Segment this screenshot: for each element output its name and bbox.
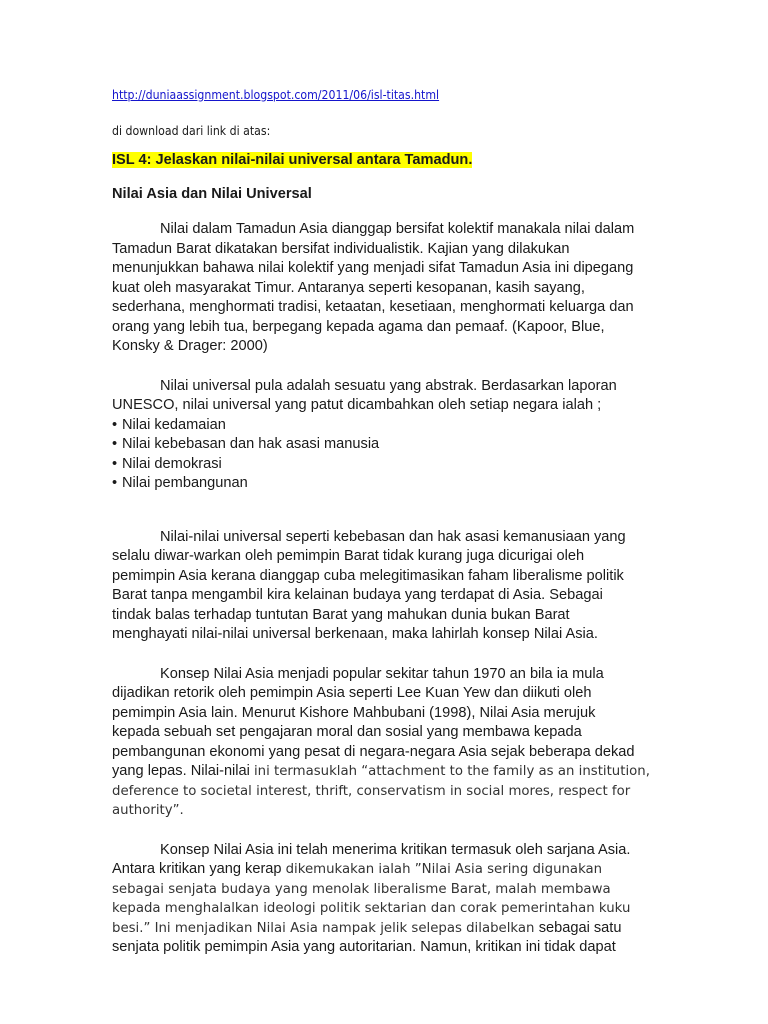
text-run: sebagai satu	[538, 919, 622, 936]
paragraph-2	[112, 377, 660, 494]
bullet-icon: •	[112, 436, 118, 452]
paragraph-1	[112, 220, 660, 357]
document-page	[112, 86, 660, 958]
paragraph-line: senjata politik pemimpin Asia yang autoritarian. Namun, kritikan ini tidak dapat	[112, 939, 616, 955]
quote-run: deference to societal interest, thrift, conservatism in social mores, respect for	[112, 783, 631, 799]
paragraph-line: dijadikan retorik oleh pemimpin Asia seperti Lee Kuan Yew dan diikuti oleh	[112, 685, 592, 701]
quote-run: authority”.	[112, 803, 184, 818]
bullet-icon: •	[112, 416, 118, 433]
paragraph-line: Konsky & Drager: 2000)	[112, 338, 268, 354]
paragraph-line: menghayati nilai-nilai universal berkenaan, maka lahirlah konsep Nilai Asia.	[112, 626, 598, 642]
list-item-text: Nilai demokrasi	[122, 455, 222, 472]
list-item	[112, 474, 660, 494]
question-heading-text: ISL 4: Jelaskan nilai-nilai universal antara Tamadun.	[112, 152, 473, 168]
quote-run: kepada menghalalkan ideologi politik sektarian dan corak pemerintahan kuku	[112, 901, 631, 916]
paragraph-line: sederhana, menghormati tradisi, ketaatan, kesetiaan, menghormati keluarga dan	[112, 299, 634, 315]
list-item	[112, 416, 660, 436]
bullet-icon: •	[112, 455, 118, 472]
question-heading	[112, 152, 660, 168]
paragraph-line: Konsep Nilai Asia ini telah menerima kritikan termasuk oleh sarjana Asia.	[160, 841, 631, 858]
paragraph-line: pemimpin Asia lain. Menurut Kishore Mahbubani (1998), Nilai Asia merujuk	[112, 704, 596, 721]
paragraph-line: Tamadun Barat dikatakan bersifat individualistik. Kajian yang dilakukan	[112, 240, 570, 257]
paragraph-line	[112, 919, 660, 939]
quote-run: dikemukakan ialah ”Nilai Asia sering digunakan	[285, 862, 603, 877]
paragraph-line: orang yang lebih tua, berpegang kepada agama dan pemaaf. (Kapoor, Blue,	[112, 318, 605, 335]
paragraph-line	[112, 762, 660, 782]
paragraph-line: selalu diwar-warkan oleh pemimpin Barat tidak kurang juga dicurigai oleh	[112, 548, 585, 564]
source-link[interactable]: http://duniaassignment.blogspot.com/2011/06/isl-titas.html	[112, 88, 440, 102]
quote-run: besi.” Ini menjadikan Nilai Asia nampak jelik selepas dilabelkan	[112, 920, 539, 936]
paragraph-line: Nilai dalam Tamadun Asia dianggap bersifat kolektif manakala nilai dalam	[160, 221, 635, 237]
paragraph-line: Barat tanpa mengambil kira kelainan budaya yang terdapat di Asia. Sebagai	[112, 587, 603, 603]
list-item-text: Nilai pembangunan	[122, 475, 248, 491]
paragraph-5	[112, 841, 660, 958]
paragraph-line: UNESCO, nilai universal yang patut dicambahkan oleh setiap negara ialah ;	[112, 397, 602, 413]
paragraph-line	[112, 782, 660, 802]
list-item	[112, 435, 660, 455]
quote-run: ini termasuklah “attachment to the family as an institution,	[253, 764, 650, 779]
download-note: di download dari link di atas:	[112, 124, 271, 138]
paragraph-line: menunjukkan bahawa nilai kolektif yang menjadi sifat Tamadun Asia ini dipegang	[112, 260, 634, 276]
paragraph-line	[112, 880, 660, 900]
universal-values-list	[112, 416, 660, 494]
paragraph-line: pemimpin Asia kerana dianggap cuba melegitimasikan faham liberalisme politik	[112, 567, 624, 584]
paragraph-line: Konsep Nilai Asia menjadi popular sekitar tahun 1970 an bila ia mula	[160, 665, 604, 682]
paragraph-3	[112, 528, 660, 645]
paragraph-4	[112, 665, 660, 821]
text-run: yang lepas. Nilai-nilai	[112, 763, 254, 779]
list-item-text: Nilai kedamaian	[122, 416, 226, 433]
section-title: Nilai Asia dan Nilai Universal	[112, 186, 312, 202]
quote-run: sebagai senjata budaya yang menolak liberalisme Barat, malah membawa	[112, 881, 611, 897]
paragraph-line	[112, 899, 660, 919]
paragraph-line: tindak balas terhadap tuntutan Barat yang mahukan dunia bukan Barat	[112, 606, 570, 623]
bullet-icon: •	[112, 475, 118, 491]
paragraph-line: pembangunan ekonomi yang pesat di negara-negara Asia sejak beberapa dekad	[112, 743, 635, 760]
list-item	[112, 455, 660, 475]
paragraph-line: Nilai-nilai universal seperti kebebasan dan hak asasi kemanusiaan yang	[160, 528, 626, 545]
text-run: Antara kritikan yang kerap	[112, 861, 286, 877]
list-item-text: Nilai kebebasan dan hak asasi manusia	[122, 436, 380, 452]
paragraph-line	[112, 860, 660, 880]
paragraph-line: Nilai universal pula adalah sesuatu yang abstrak. Berdasarkan laporan	[160, 377, 617, 394]
paragraph-line: kepada sebuah set pengajaran moral dan sosial yang membawa kepada	[112, 724, 582, 740]
paragraph-line	[112, 801, 660, 821]
paragraph-line: kuat oleh masyarakat Timur. Antaranya seperti kesopanan, kasih sayang,	[112, 279, 585, 296]
